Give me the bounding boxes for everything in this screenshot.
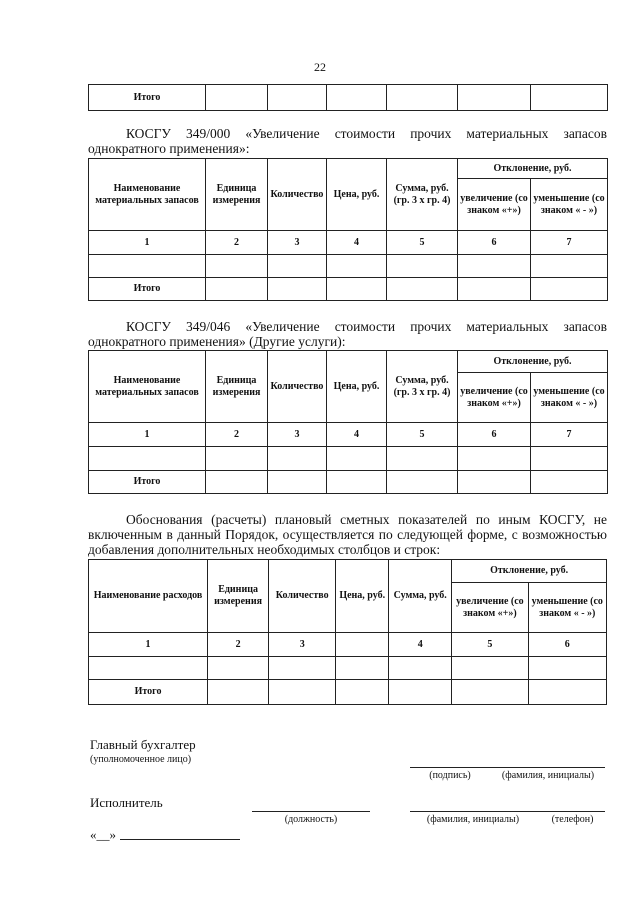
table-row bbox=[89, 255, 608, 278]
signature-caption: (подпись) bbox=[429, 770, 471, 781]
header-increase: увеличение (со знаком «+») bbox=[458, 373, 531, 423]
col-number: 6 bbox=[528, 633, 606, 657]
section3-heading: Обоснования (расчеты) плановый сметных показателей по иным КОСГУ, не включенным в данный Порядок, осуществляется по следующей форме, с возможностью добавления дополнительных необходимых столбцов и строк: bbox=[88, 512, 607, 557]
header-price: Цена, руб. bbox=[336, 560, 389, 633]
header-unit: Единица измерения bbox=[206, 351, 268, 423]
section1-heading: КОСГУ 349/000 «Увеличение стоимости прочих материальных запасов однократного применения»: bbox=[88, 126, 607, 156]
col-number: 6 bbox=[458, 231, 531, 255]
executor-label: Исполнитель bbox=[90, 795, 163, 810]
chief-accountant-label: Главный бухгалтер bbox=[90, 737, 196, 752]
date-prefix: «__» bbox=[90, 827, 116, 842]
total-label: Итого bbox=[89, 471, 206, 494]
total-label: Итого bbox=[89, 680, 208, 705]
table-row bbox=[89, 657, 607, 680]
section1-table bbox=[88, 158, 608, 301]
col-number: 2 bbox=[208, 633, 269, 657]
col-number: 4 bbox=[389, 633, 452, 657]
col-number: 5 bbox=[452, 633, 528, 657]
section2-heading: КОСГУ 349/046 «Увеличение стоимости прочих материальных запасов однократного применения» (Другие услуги): bbox=[88, 319, 607, 349]
signature-line bbox=[410, 767, 605, 768]
col-number: 1 bbox=[89, 633, 208, 657]
header-name: Наименование материальных запасов bbox=[89, 159, 206, 231]
position-caption: (должность) bbox=[284, 814, 338, 825]
header-sum: Сумма, руб. (гр. 3 х гр. 4) bbox=[387, 351, 458, 423]
full-name-caption-2: (фамилия, инициалы) bbox=[426, 814, 520, 825]
phone-caption: (телефон) bbox=[551, 814, 594, 825]
position-line bbox=[252, 811, 370, 812]
header-deviation: Отклонение, руб. bbox=[452, 560, 607, 583]
section3-table bbox=[88, 559, 607, 705]
header-name: Наименование материальных запасов bbox=[89, 351, 206, 423]
col-number: 4 bbox=[327, 423, 387, 447]
col-number: 3 bbox=[268, 423, 327, 447]
header-sum: Сумма, руб. bbox=[389, 560, 452, 633]
executor-line bbox=[410, 811, 605, 812]
col-number: 4 bbox=[327, 231, 387, 255]
header-deviation: Отклонение, руб. bbox=[458, 351, 608, 373]
header-decrease: уменьшение (со знаком « - ») bbox=[531, 179, 608, 231]
col-number bbox=[336, 633, 389, 657]
col-number: 7 bbox=[531, 231, 608, 255]
header-unit: Единица измерения bbox=[208, 560, 269, 633]
col-number: 1 bbox=[89, 423, 206, 447]
header-qty: Количество bbox=[268, 351, 327, 423]
col-number: 7 bbox=[531, 423, 608, 447]
header-deviation: Отклонение, руб. bbox=[458, 159, 608, 179]
col-number: 2 bbox=[206, 423, 268, 447]
top-table bbox=[88, 84, 608, 111]
header-increase: увеличение (со знаком «+») bbox=[458, 179, 531, 231]
col-number: 6 bbox=[458, 423, 531, 447]
authorized-person-label: (уполномоченное лицо) bbox=[90, 754, 192, 765]
header-unit: Единица измерения bbox=[206, 159, 268, 231]
header-name: Наименование расходов bbox=[89, 560, 208, 633]
col-number: 2 bbox=[206, 231, 268, 255]
col-number: 5 bbox=[387, 231, 458, 255]
col-number: 3 bbox=[269, 633, 336, 657]
header-decrease: уменьшение (со знаком « - ») bbox=[528, 583, 606, 633]
header-qty: Количество bbox=[268, 159, 327, 231]
col-number: 5 bbox=[387, 423, 458, 447]
header-price: Цена, руб. bbox=[327, 159, 387, 231]
page-number: 22 bbox=[314, 60, 326, 74]
header-increase: увеличение (со знаком «+») bbox=[452, 583, 528, 633]
header-decrease: уменьшение (со знаком « - ») bbox=[531, 373, 608, 423]
header-qty: Количество bbox=[269, 560, 336, 633]
table-row bbox=[89, 447, 608, 471]
total-label: Итого bbox=[89, 278, 206, 301]
full-name-caption: (фамилия, инициалы) bbox=[501, 770, 595, 781]
col-number: 3 bbox=[268, 231, 327, 255]
col-number: 1 bbox=[89, 231, 206, 255]
top-total-label: Итого bbox=[89, 85, 206, 111]
header-price: Цена, руб. bbox=[327, 351, 387, 423]
header-sum: Сумма, руб. (гр. 3 х гр. 4) bbox=[387, 159, 458, 231]
date-line bbox=[120, 839, 240, 840]
section2-table bbox=[88, 350, 608, 494]
